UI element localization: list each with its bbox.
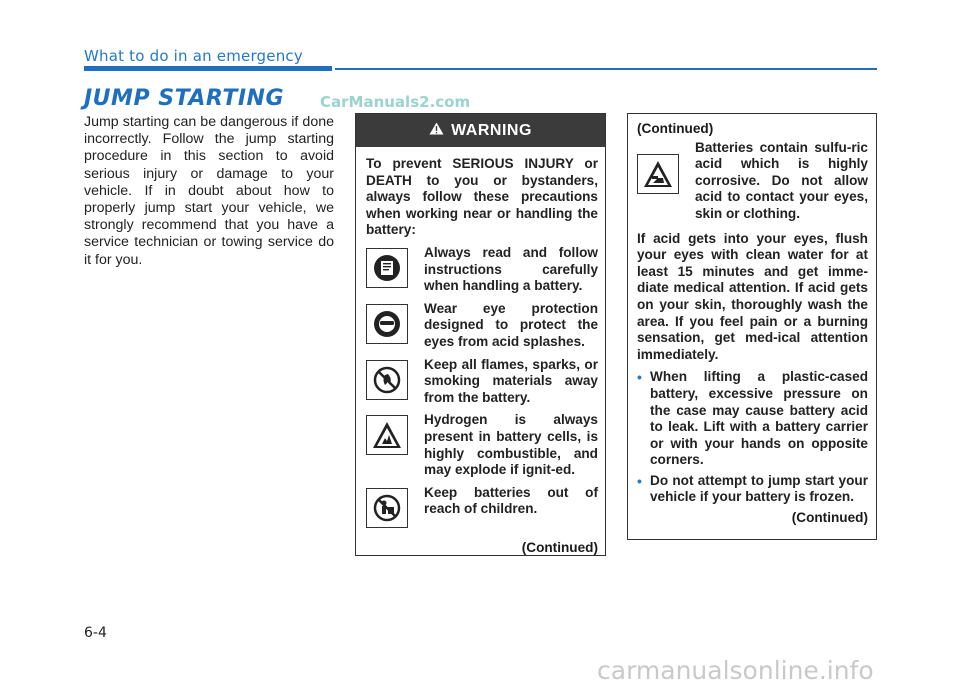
warning-item xyxy=(366,412,598,478)
manual-book-icon xyxy=(366,248,408,288)
explosion-hazard-icon xyxy=(366,415,408,455)
acid-first-aid-paragraph: If acid gets into your eyes, flush your eyes with clean water for at least 15 minutes and get imme-diate medical attention. If acid gets on your skin, thoroughly wash the area. If you feel pain or a burning sensation, get med-ical attention immediately. xyxy=(637,230,868,362)
warning-item xyxy=(637,140,868,223)
bullet-list xyxy=(637,369,868,506)
warning-item xyxy=(366,245,598,295)
list-item xyxy=(637,473,868,506)
bullet-icon: • xyxy=(637,369,642,386)
warning-triangle-icon xyxy=(429,122,444,139)
continued-label: (Continued) xyxy=(521,539,598,555)
warning-item xyxy=(366,357,598,407)
warning-lead: To prevent SERIOUS INJURY or DEATH to you or bystanders, always follow these precautions when working near or handling the battery: xyxy=(366,156,598,238)
chapter-title: What to do in an emergency xyxy=(84,47,303,65)
continued-box xyxy=(627,113,877,540)
warning-heading: WARNING xyxy=(451,121,532,139)
bullet-icon: • xyxy=(637,472,642,489)
warning-header xyxy=(356,114,605,147)
watermark: CarManuals2.com xyxy=(320,93,471,111)
warning-item-text: Hydrogen is always present in battery cells, is highly combustible, and may explode if ignit-ed. xyxy=(424,412,598,478)
intro-paragraph: Jump starting can be dangerous if done incorrectly. Follow the jump starting procedure in this section to avoid serious injury or damage to your vehicle. If in doubt about how to properly jump start your vehicle, we strongly recommend that you have a service technician or towing service do it for you. xyxy=(84,114,334,268)
acid-warning-text: Batteries contain sulfu-ric acid which is highly corrosive. Do not allow acid to contact your eyes, skin or clothing. xyxy=(695,139,868,221)
continued-top-label: (Continued) xyxy=(637,121,714,136)
header-rule-thick xyxy=(84,66,332,71)
bullet-text: Do not attempt to jump start your vehicle if your battery is frozen. xyxy=(650,472,868,505)
warning-item-text: Keep all flames, sparks, or smoking materials away from the battery. xyxy=(424,356,598,405)
footer-watermark: carmanualsonline.info xyxy=(597,656,874,685)
page-number: 6-4 xyxy=(84,625,107,641)
no-flames-icon xyxy=(366,360,408,400)
eye-protection-icon xyxy=(366,304,408,344)
warning-item-text: Wear eye protection designed to protect the eyes from acid splashes. xyxy=(424,300,598,349)
bullet-text: When lifting a plastic-cased battery, excessive pressure on the case may cause battery acid to leak. Lift with a battery carrier or with your hands on opposite corners. xyxy=(650,369,868,468)
warning-item xyxy=(366,301,598,351)
warning-box xyxy=(355,113,606,556)
warning-item-text: Always read and follow instructions carefully when handling a battery. xyxy=(424,244,598,294)
keep-children-away-icon xyxy=(366,488,408,528)
warning-item-text: Keep batteries out of reach of children. xyxy=(424,484,598,517)
header-rule-thin xyxy=(335,68,877,70)
corrosive-acid-icon xyxy=(637,154,679,194)
continued-label: (Continued) xyxy=(791,510,868,526)
list-item xyxy=(637,369,868,469)
section-title: JUMP STARTING xyxy=(84,86,285,111)
warning-item xyxy=(366,485,598,528)
